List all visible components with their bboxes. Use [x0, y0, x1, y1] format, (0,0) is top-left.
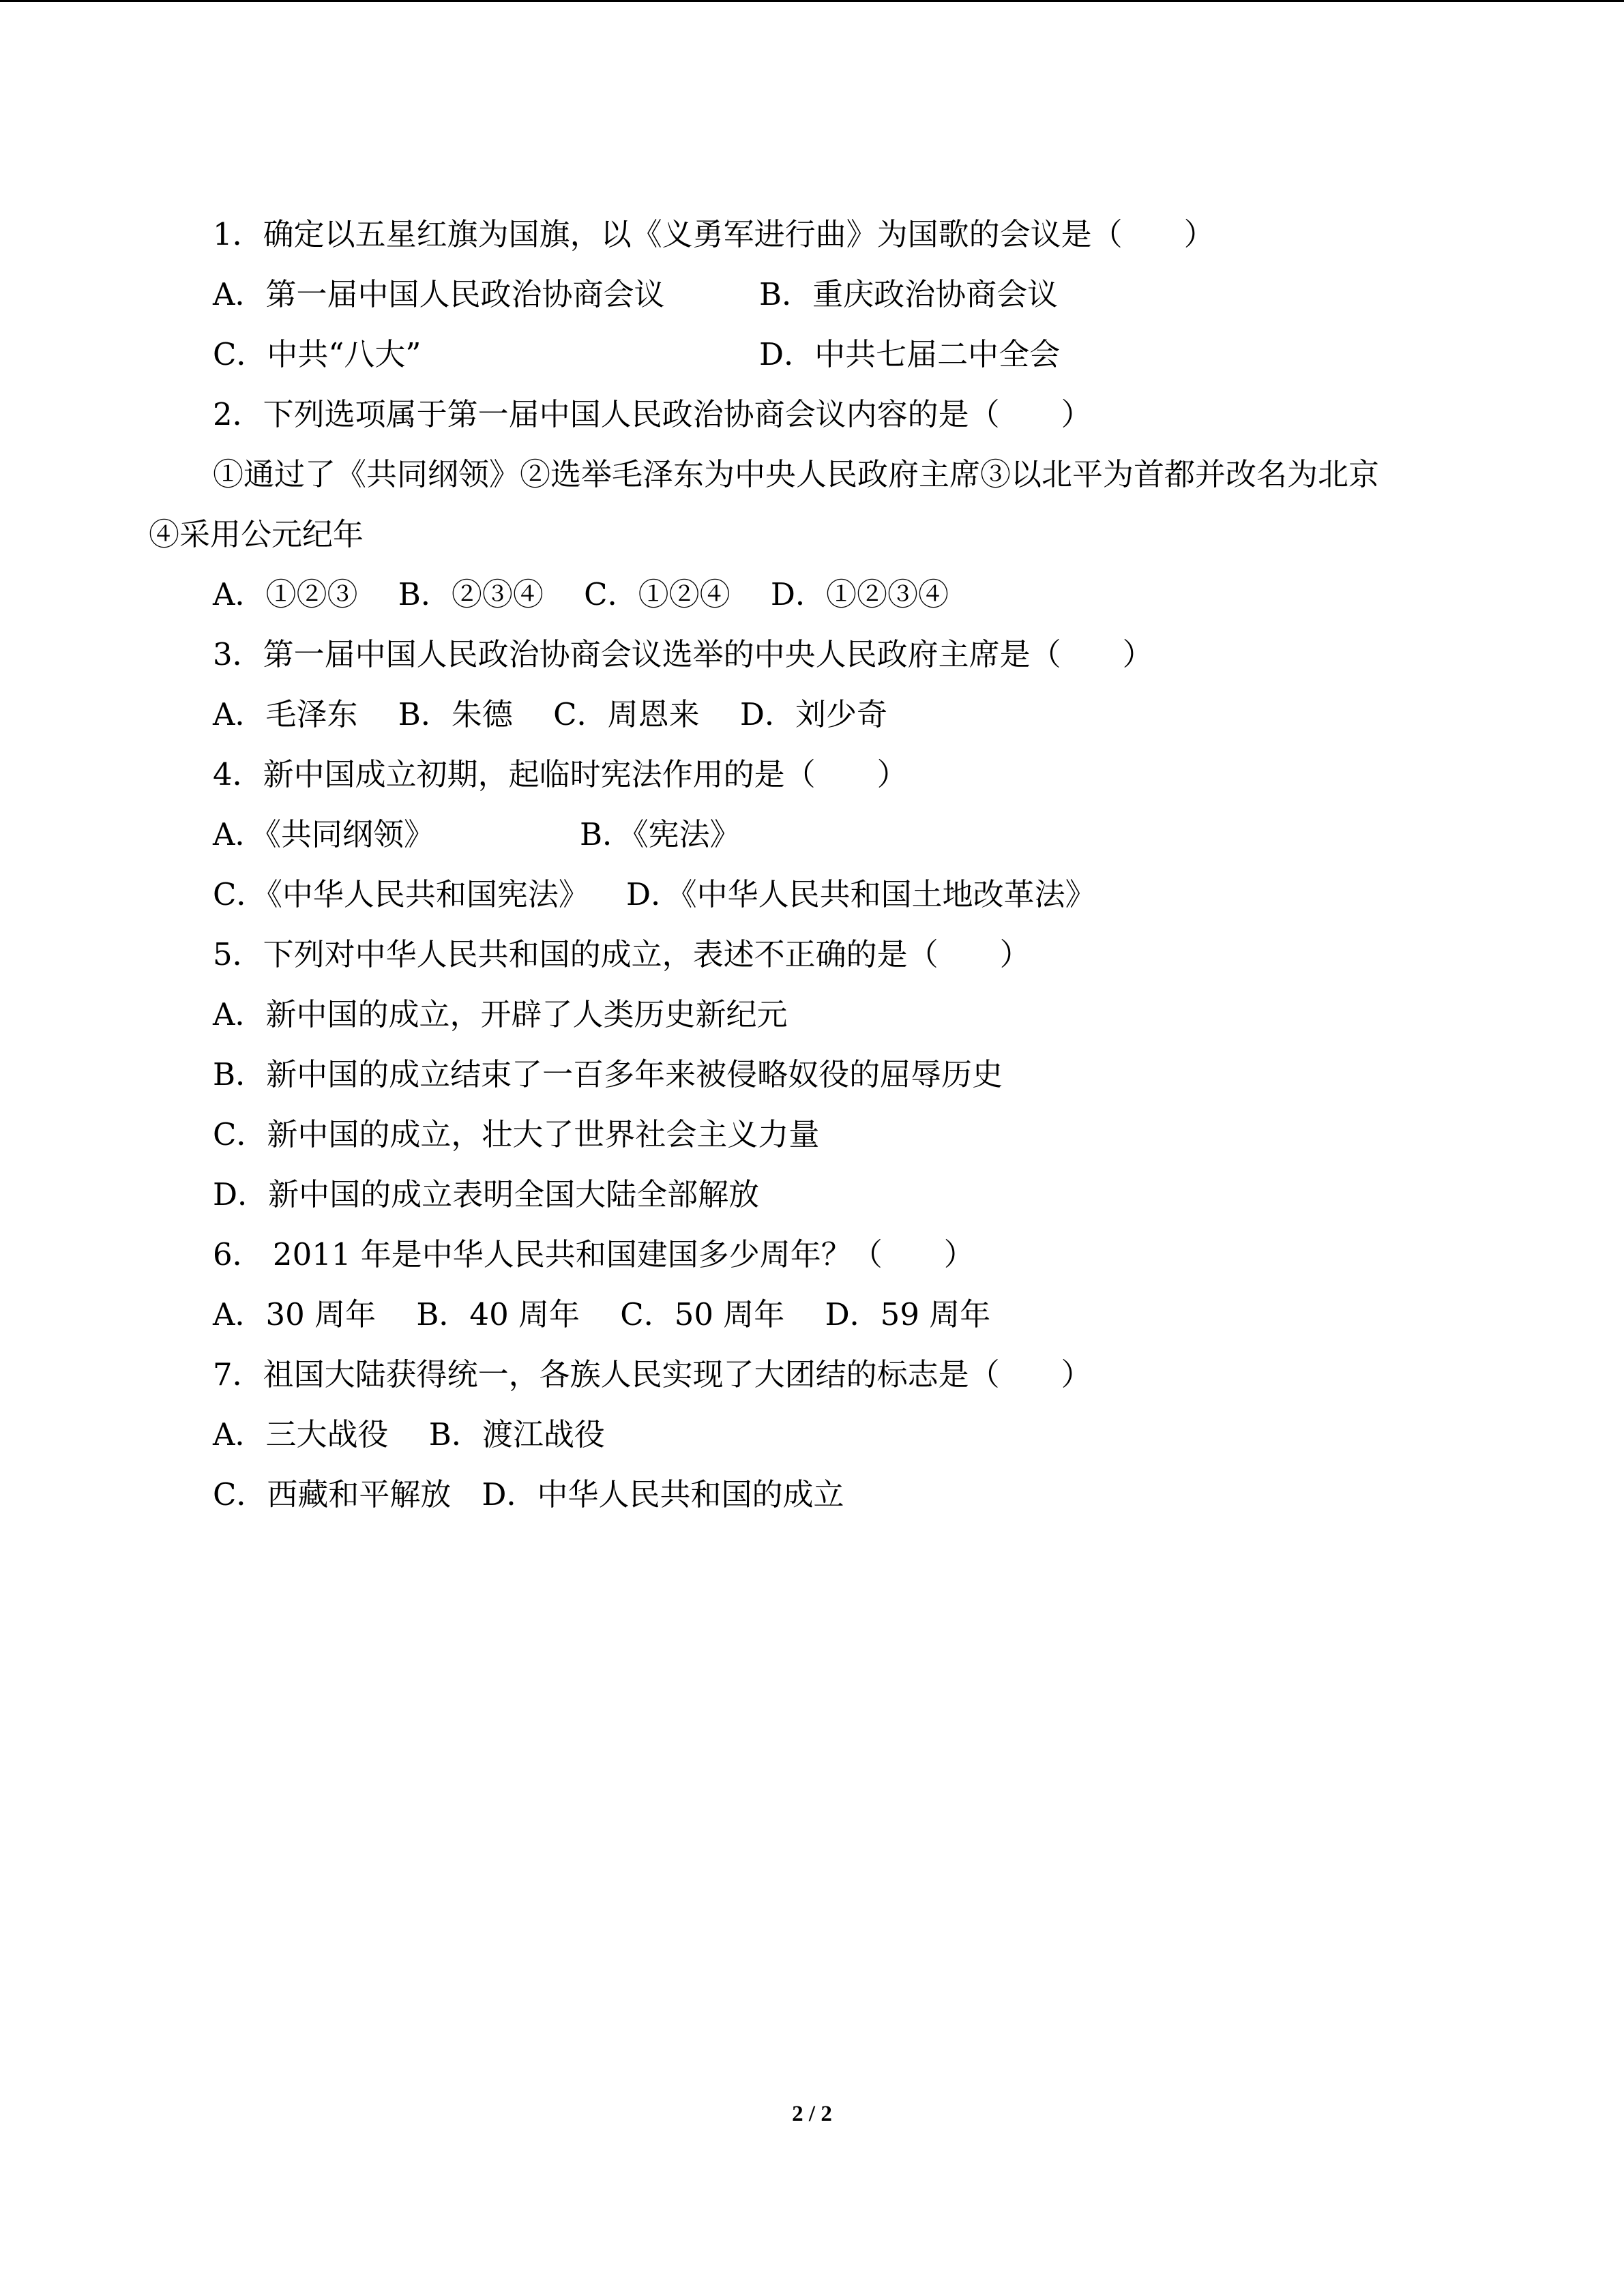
question-1-option-d: D．中共七届二中全会: [759, 336, 1061, 372]
question-1-option-a: A．第一届中国人民政治协商会议: [213, 276, 665, 312]
question-5-option-a: A．新中国的成立，开辟了人类历史新纪元: [213, 996, 788, 1032]
question-7-options-ab: A．三大战役 B．渡江战役: [213, 1416, 605, 1452]
question-5-stem: 5．下列对中华人民共和国的成立，表述不正确的是（ ）: [213, 936, 1031, 972]
question-6-options: A．30 周年 B．40 周年 C．50 周年 D．59 周年: [213, 1296, 991, 1332]
question-4-option-a: A．《共同纲领》: [213, 816, 434, 852]
question-2-stem: 2．下列选项属于第一届中国人民政治协商会议内容的是（ ）: [213, 396, 1092, 432]
question-5-option-d: D．新中国的成立表明全国大陆全部解放: [213, 1176, 760, 1212]
question-7-stem: 7．祖国大陆获得统一，各族人民实现了大团结的标志是（ ）: [213, 1356, 1092, 1392]
question-5-option-b: B．新中国的成立结束了一百多年来被侵略奴役的屈辱历史: [213, 1056, 1003, 1092]
question-4-stem: 4．新中国成立初期，起临时宪法作用的是（ ）: [213, 756, 908, 792]
question-2-options: A．①②③ B．②③④ C．①②④ D．①②③④: [213, 576, 949, 612]
question-1-stem: 1．确定以五星红旗为国旗，以《义勇军进行曲》为国歌的会议是（ ）: [213, 216, 1215, 252]
question-4-option-b: B．《宪法》: [580, 816, 741, 852]
question-4-option-d: D．《中华人民共和国土地改革法》: [626, 876, 1096, 912]
question-6-stem: 6． 2011 年是中华人民共和国建国多少周年？（ ）: [213, 1236, 975, 1272]
question-2-statements-cont: ④采用公元纪年: [149, 516, 364, 552]
page-top-border: [0, 0, 1624, 2]
page-number: 2 / 2: [792, 2102, 832, 2126]
question-7-options-cd: C．西藏和平解放 D．中华人民共和国的成立: [213, 1476, 844, 1512]
question-1-option-b: B．重庆政治协商会议: [759, 276, 1059, 312]
question-3-stem: 3．第一届中国人民政治协商会议选举的中央人民政府主席是（ ）: [213, 636, 1153, 672]
question-1-option-c: C．中共“八大”: [213, 336, 422, 372]
question-5-option-c: C．新中国的成立，壮大了世界社会主义力量: [213, 1116, 820, 1152]
question-3-options: A．毛泽东 B．朱德 C．周恩来 D．刘少奇: [213, 696, 887, 732]
question-2-statements: ①通过了《共同纲领》②选举毛泽东为中央人民政府主席③以北平为首都并改名为北京: [213, 456, 1380, 492]
question-4-option-c: C．《中华人民共和国宪法》: [213, 876, 589, 912]
